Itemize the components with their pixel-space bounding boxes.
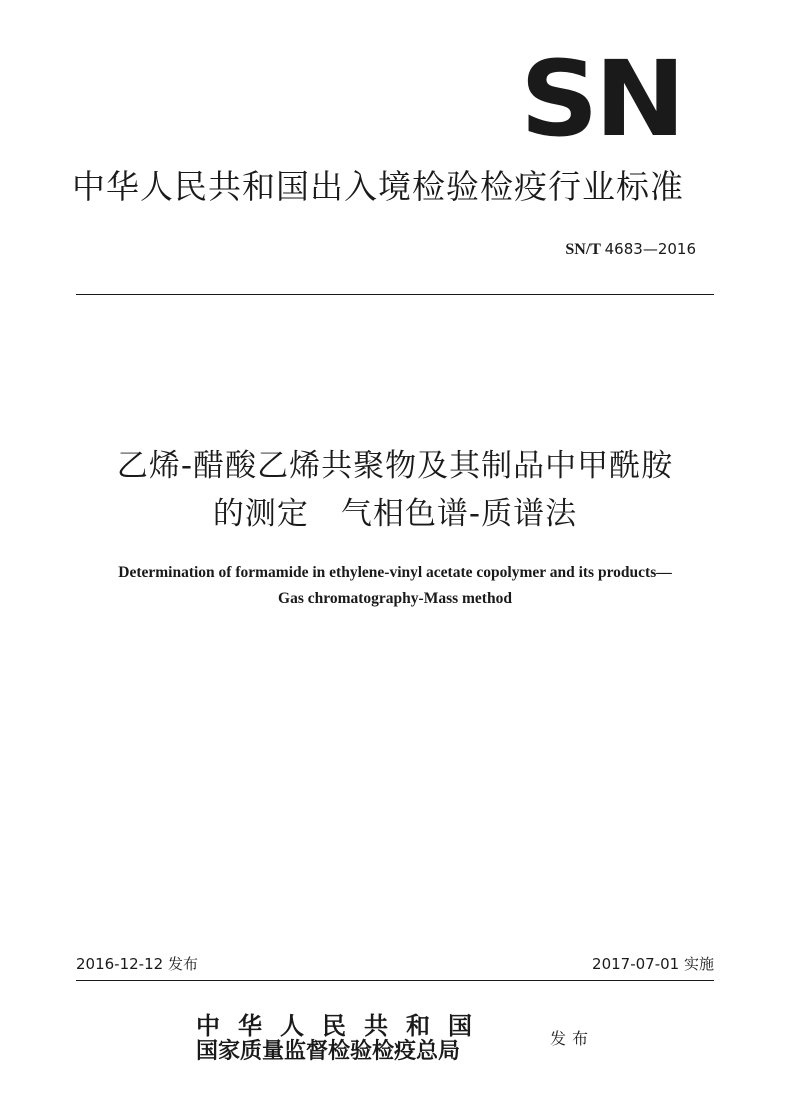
issuer-line-2: 国家质量监督检验检疫总局	[196, 1038, 461, 1064]
sn-logo: SN	[520, 38, 682, 160]
issuer-line-1: 中华人民共和国	[196, 1011, 490, 1040]
implementation-date: 2017-07-01 实施	[592, 955, 714, 973]
english-title-line-2: Gas chromatography-Mass method	[278, 590, 512, 607]
english-title-line-1: Determination of formamide in ethylene-vinyl acetate copolymer and its products—	[118, 564, 672, 581]
bottom-divider	[76, 980, 714, 981]
issued-label: 发布	[550, 1029, 595, 1048]
chinese-title-line-1: 乙烯-醋酸乙烯共聚物及其制品中甲酰胺	[116, 448, 674, 484]
top-divider	[76, 294, 714, 295]
standard-number	[565, 240, 696, 259]
chinese-title-line-2: 的测定 气相色谱-质谱法	[212, 496, 578, 532]
organization-title: 中华人民共和国出入境检验检疫行业标准	[72, 167, 684, 206]
issuing-authority	[196, 1011, 490, 1064]
issue-date: 2016-12-12 发布	[76, 955, 198, 973]
standard-code: 4683—2016	[604, 240, 696, 258]
standard-prefix: SN/T	[565, 241, 601, 258]
